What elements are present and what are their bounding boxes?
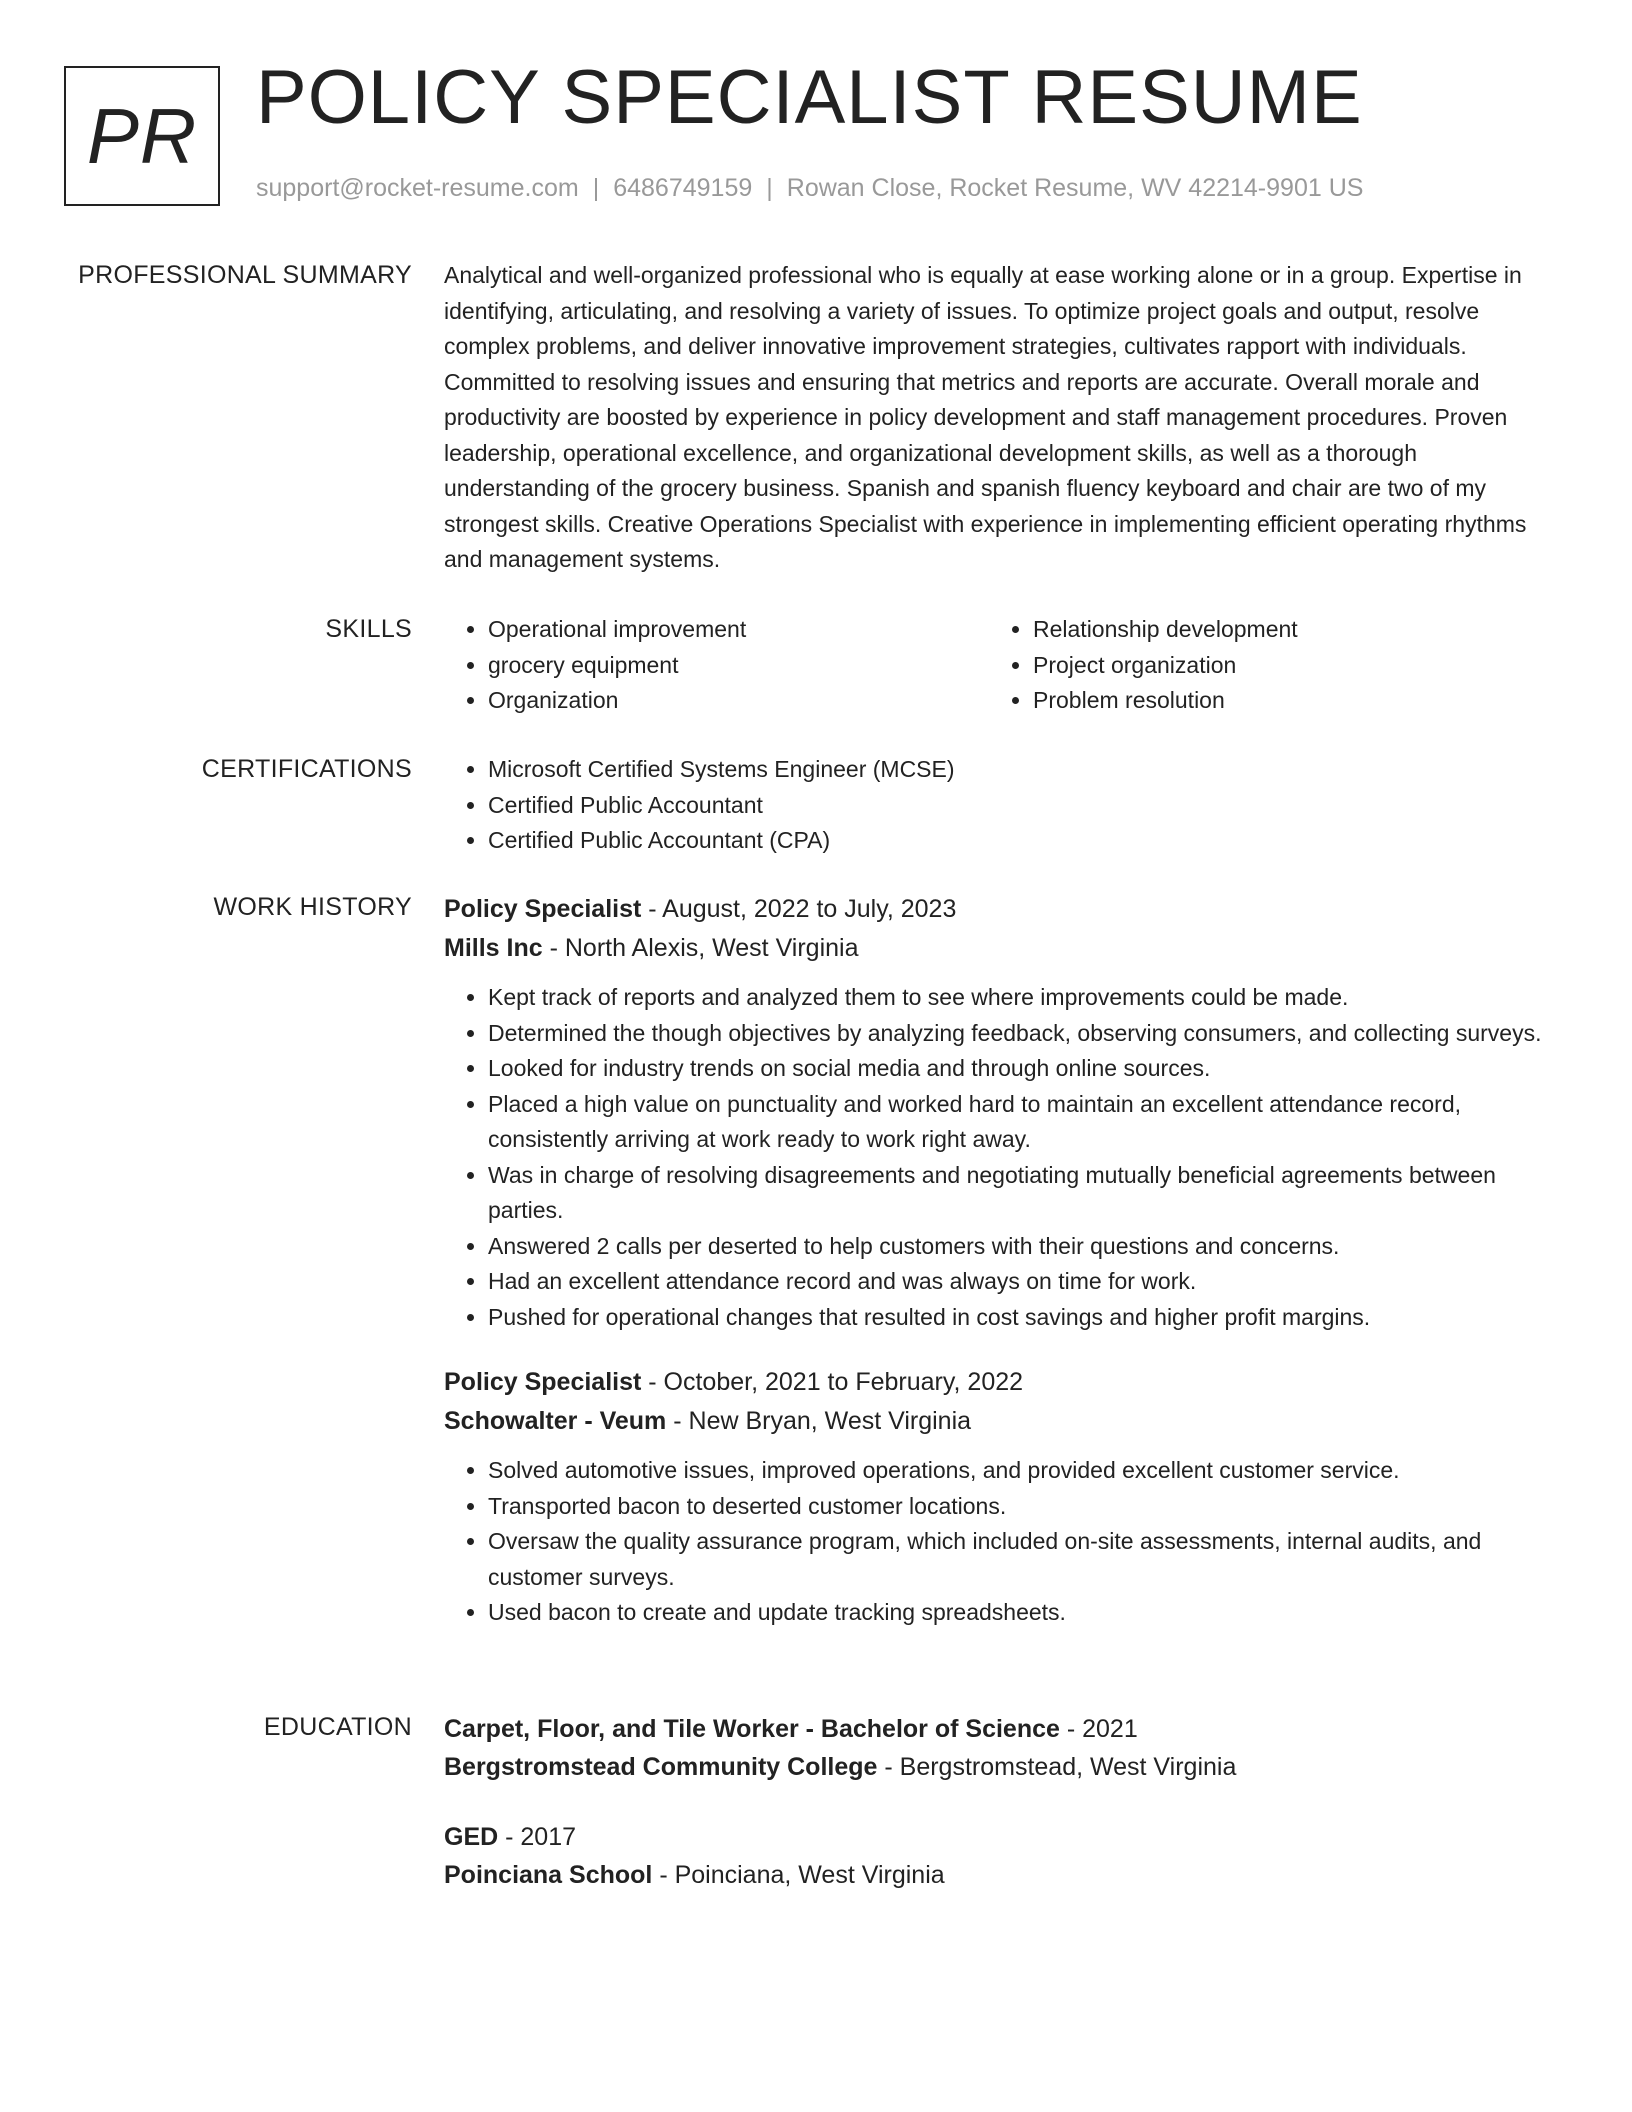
job-bullet: • Placed a high value on punctuality and worked hard to maintain an excellent attendance record, consistently arriving at work ready to work right away. [488, 1087, 1556, 1158]
job-bullet: • Looked for industry trends on social media and through online sources. [488, 1051, 1556, 1087]
summary-label: PROFESSIONAL SUMMARY [78, 261, 412, 289]
certifications-label: CERTIFICATIONS [201, 755, 412, 783]
job-bullet: • Used bacon to create and update tracking spreadsheets. [488, 1595, 1556, 1631]
job-bullet: • Answered 2 calls per deserted to help customers with their questions and concerns. [488, 1229, 1556, 1265]
education-school-line [444, 1856, 1556, 1894]
contact-phone: 6486749159 [613, 174, 753, 202]
job-company: Mills Inc [444, 934, 543, 962]
job-dates: - October, 2021 to February, 2022 [641, 1368, 1024, 1396]
education-school-line [444, 1748, 1556, 1786]
job-entry [444, 1363, 1556, 1631]
job-bullets [444, 1453, 1556, 1631]
job-title: Policy Specialist [444, 1368, 642, 1396]
skill-item: • Relationship development [1033, 612, 1534, 648]
job-company-line [444, 1402, 1556, 1441]
job-bullet: • Solved automotive issues, improved operations, and provided excellent customer service. [488, 1453, 1556, 1489]
job-title-line [444, 890, 1556, 929]
skill-item: • grocery equipment [488, 648, 989, 684]
education-year: - 2017 [498, 1823, 577, 1851]
education-body [444, 1710, 1556, 1894]
education-degree: Carpet, Floor, and Tile Worker - Bachelor of Science [444, 1715, 1060, 1743]
job-company: Schowalter - Veum [444, 1407, 667, 1435]
skills-label: SKILLS [325, 615, 412, 643]
job-company-line [444, 929, 1556, 968]
job-title-line [444, 1363, 1556, 1402]
page-title: POLICY SPECIALIST RESUME [256, 55, 1363, 140]
skills-grid [444, 612, 1556, 719]
monogram-initials: PR [86, 91, 198, 180]
education-entry [444, 1818, 1556, 1894]
contact-address: Rowan Close, Rocket Resume, WV 42214-9901 US [786, 174, 1364, 202]
certifications-body [444, 752, 1556, 859]
job-bullet: • Oversaw the quality assurance program, which included on-site assessments, internal audits, and customer surveys. [488, 1524, 1556, 1595]
education-location: - Poinciana, West Virginia [652, 1861, 945, 1889]
education-degree: GED [444, 1823, 499, 1851]
skill-item: • Problem resolution [1033, 683, 1534, 719]
skills-list-left [444, 612, 989, 719]
contact-email: support@rocket-resume.com [256, 174, 579, 202]
certification-item: • Certified Public Accountant (CPA) [488, 823, 1556, 859]
contact-separator: | [592, 174, 600, 202]
education-location: - Bergstromstead, West Virginia [877, 1753, 1237, 1781]
education-label: EDUCATION [263, 1713, 412, 1741]
job-location: - North Alexis, West Virginia [542, 934, 859, 962]
skill-item: • Project organization [1033, 648, 1534, 684]
job-bullet: • Pushed for operational changes that resulted in cost savings and higher profit margins. [488, 1300, 1556, 1336]
job-bullet: • Had an excellent attendance record and was always on time for work. [488, 1264, 1556, 1300]
education-school: Poinciana School [444, 1861, 653, 1889]
certification-item: • Microsoft Certified Systems Engineer (MCSE) [488, 752, 1556, 788]
job-bullet: • Transported bacon to deserted customer locations. [488, 1489, 1556, 1525]
job-dates: - August, 2022 to July, 2023 [641, 895, 957, 923]
skill-item: • Organization [488, 683, 989, 719]
contact-separator: | [766, 174, 773, 202]
job-entry [444, 890, 1556, 1335]
job-location: - New Bryan, West Virginia [666, 1407, 972, 1435]
education-year: - 2021 [1059, 1715, 1138, 1743]
job-bullet: • Kept track of reports and analyzed them to see where improvements could be made. [488, 980, 1556, 1016]
skill-item: • Operational improvement [488, 612, 989, 648]
certification-item: • Certified Public Accountant [488, 788, 1556, 824]
job-title: Policy Specialist [444, 895, 642, 923]
work-body [444, 890, 1556, 1631]
education-school: Bergstromstead Community College [444, 1753, 878, 1781]
job-bullets [444, 980, 1556, 1335]
education-entry [444, 1710, 1556, 1786]
education-degree-line [444, 1710, 1556, 1748]
skills-list-right [989, 612, 1534, 719]
summary-text: Analytical and well-organized professional who is equally at ease working alone or in a group. Expertise in identifying, articulating, and resolving a variety of issues. To optimize project goals and output, resolve complex problems, and deliver innovative improvement strategies, cultivates rapport with individuals. Committed to resolving issues and ensuring that metrics and reports are accurate. Overall morale and productivity are boosted by experience in policy development and staff management procedures. Proven leadership, operational excellence, and organizational development skills, as well as a thorough understanding of the grocery business. Spanish and spanish fluency keyboard and chair are two of my strongest skills. Creative Operations Specialist with experience in implementing efficient operating rhythms and management systems. [444, 262, 1527, 572]
education-degree-line [444, 1818, 1556, 1856]
certifications-list [444, 752, 1556, 859]
job-bullet: • Determined the though objectives by analyzing feedback, observing consumers, and collecting surveys. [488, 1016, 1556, 1052]
work-label: WORK HISTORY [213, 893, 412, 921]
job-bullet: • Was in charge of resolving disagreements and negotiating mutually beneficial agreements between parties. [488, 1158, 1556, 1229]
monogram-box [64, 66, 220, 206]
contact-line [256, 174, 1363, 203]
